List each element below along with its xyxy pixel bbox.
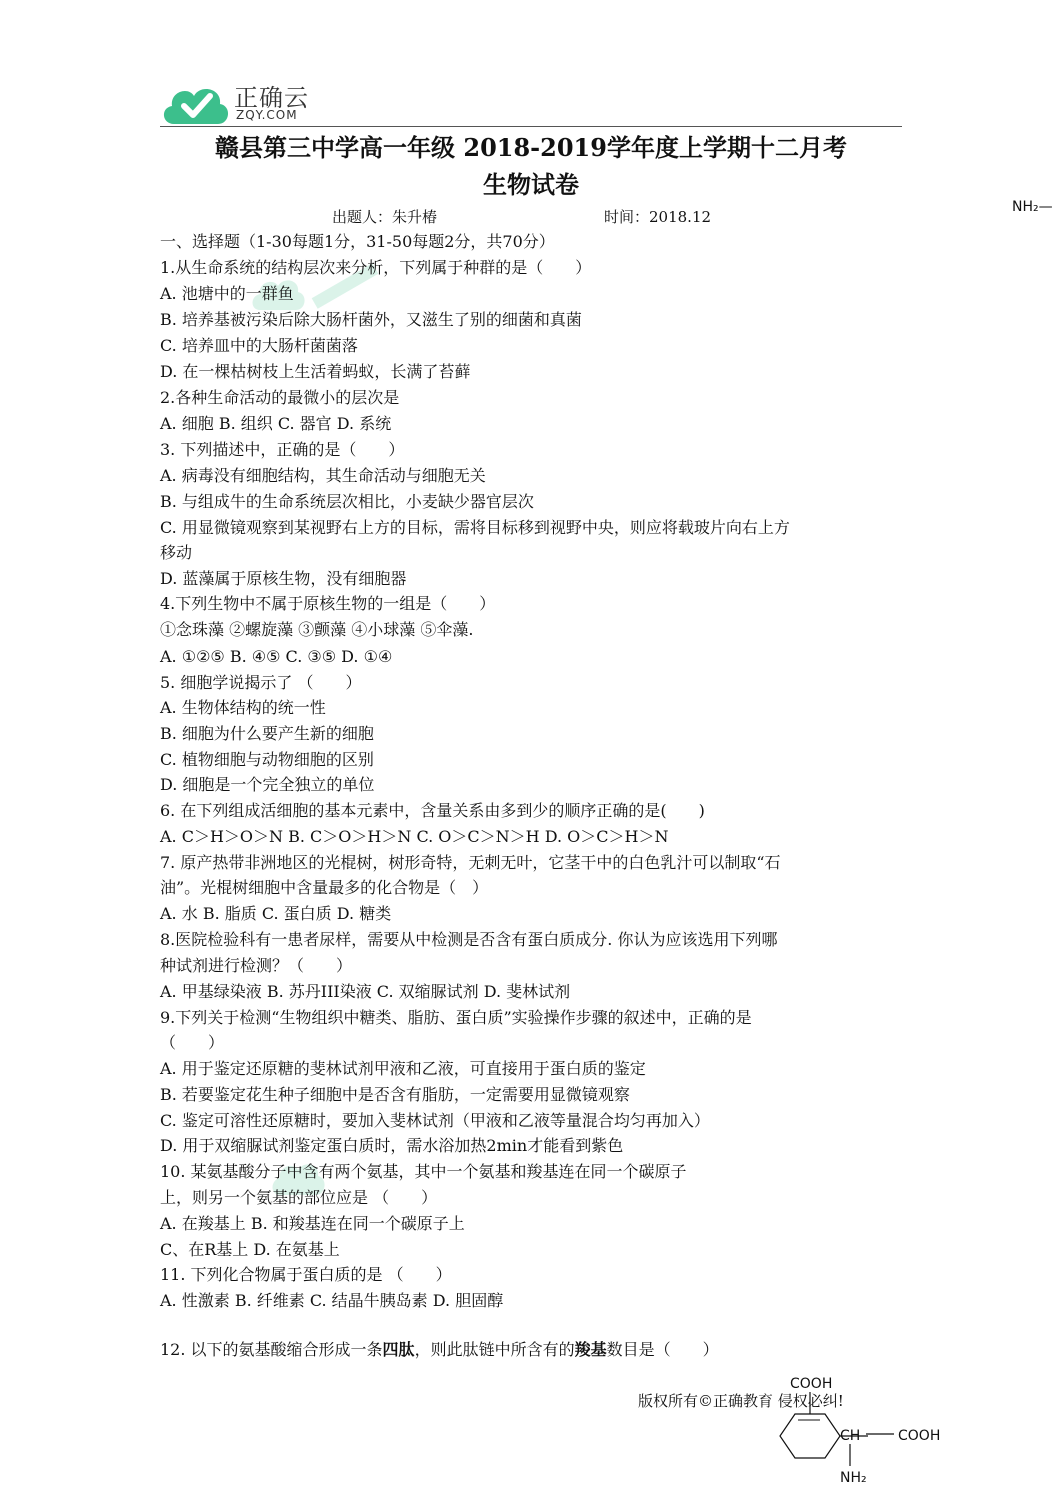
- question-line: A. 在羧基上 B. 和羧基连在同一个碳原子上: [160, 1214, 465, 1233]
- question-line: （ ）: [160, 1033, 225, 1052]
- q12-middle: ，则此肽链中所含有的: [414, 1340, 575, 1359]
- question-line: 8.医院检验科有一患者尿样，需要从中检测是否含有蛋白质成分. 你认为应该选用下列哪: [160, 930, 778, 949]
- question-line: 11. 下列化合物属于蛋白质的是 （ ）: [160, 1265, 452, 1284]
- question-line: A. 甲基绿染液 B. 苏丹III染液 C. 双缩脲试剂 D. 斐林试剂: [160, 982, 571, 1001]
- question-line: D. 细胞是一个完全独立的单位: [160, 775, 375, 794]
- mol-ch: CH: [840, 1428, 861, 1444]
- q12-bold-carboxyl: 羧基: [574, 1340, 607, 1359]
- question-line: C. 培养皿中的大肠杆菌菌落: [160, 336, 358, 355]
- zqy-logo: [160, 78, 320, 126]
- logo-url: ZQY.COM: [236, 108, 298, 122]
- copyright-notice: 版权所有©正确教育 侵权必纠!: [638, 1392, 844, 1410]
- benzene-ring: [780, 1414, 840, 1458]
- question-line: 1.从生命系统的结构层次来分析，下列属于种群的是（ ）: [160, 258, 592, 277]
- question-line: A. C＞H＞O＞N B. C＞O＞H＞N C. O＞C＞N＞H D. O＞C＞H＞N: [160, 827, 669, 846]
- question-line: 10. 某氨基酸分子中含有两个氨基，其中一个氨基和羧基连在同一个碳原子: [160, 1162, 687, 1181]
- logo-name: 正确云: [234, 84, 309, 112]
- q12-suffix: 数目是（ ）: [606, 1340, 719, 1359]
- question-line: A. 病毒没有细胞结构，其生命活动与细胞无关: [160, 466, 486, 485]
- question-line: 5. 细胞学说揭示了 （ ）: [160, 673, 362, 692]
- question-line: 9.下列关于检测“生物组织中糖类、脂肪、蛋白质”实验操作步骤的叙述中，正确的是: [160, 1008, 752, 1027]
- question-line: C. 植物细胞与动物细胞的区别: [160, 750, 374, 769]
- mol-top-cooh: COOH: [790, 1376, 833, 1392]
- cloud-check-icon: [160, 82, 232, 126]
- question-line: 2.各种生命活动的最微小的层次是: [160, 388, 400, 407]
- question-line: 3. 下列描述中，正确的是（ ）: [160, 440, 405, 459]
- question-line: A. 水 B. 脂质 C. 蛋白质 D. 糖类: [160, 904, 392, 923]
- question-line: B. 与组成牛的生命系统层次相比，小麦缺少器官层次: [160, 492, 534, 511]
- question-line: B. 细胞为什么要产生新的细胞: [160, 724, 374, 743]
- question-line: C、在R基上 D. 在氨基上: [160, 1240, 340, 1259]
- question-line: D. 在一棵枯树枝上生活着蚂蚁，长满了苔藓: [160, 362, 471, 381]
- amino-acid-structure: [770, 1370, 960, 1492]
- question-line: A. 用于鉴定还原糖的斐林试剂甲液和乙液，可直接用于蛋白质的鉴定: [160, 1059, 646, 1078]
- exam-title-line1: 赣县第三中学高一年级 2018-2019学年度上学期十二月考: [215, 133, 847, 162]
- exam-author: 出题人：朱升椿: [332, 208, 438, 226]
- question-line: B. 若要鉴定花生种子细胞中是否含有脂肪，一定需要用显微镜观察: [160, 1085, 630, 1104]
- question-line: A. 性激素 B. 纤维素 C. 结晶牛胰岛素 D. 胆固醇: [160, 1291, 504, 1310]
- question-line: A. 生物体结构的统一性: [160, 698, 326, 717]
- header-rule: [160, 126, 902, 127]
- question-line: C. 鉴定可溶性还原糖时，要加入斐林试剂（甲液和乙液等量混合均匀再加入）: [160, 1111, 710, 1130]
- exam-title-line2: 生物试卷: [483, 170, 579, 199]
- question-line: A. 池塘中的一群鱼: [160, 284, 294, 303]
- question-12: [160, 1340, 719, 1360]
- question-line: 4.下列生物中不属于原核生物的一组是（ ）: [160, 594, 496, 613]
- question-line: 种试剂进行检测？（ ）: [160, 956, 353, 975]
- question-line: D. 蓝藻属于原核生物，没有细胞器: [160, 569, 407, 588]
- q12-bold-tetrapeptide: 四肽: [382, 1340, 415, 1359]
- question-line: ①念珠藻 ②螺旋藻 ③颤藻 ④小球藻 ⑤伞藻.: [160, 620, 474, 639]
- question-line: 油”。光棍树细胞中含量最多的化合物是（ ）: [160, 878, 489, 897]
- question-line: 移动: [160, 543, 193, 562]
- question-line: 上，则另一个氨基的部位应是 （ ）: [160, 1188, 438, 1207]
- question-line: 7. 原产热带非洲地区的光棍树，树形奇特，无刺无叶，它茎干中的白色乳汁可以制取“石: [160, 853, 781, 872]
- mol-right-cooh: COOH: [898, 1428, 941, 1444]
- section-heading: 一、选择题（1-30每题1分，31-50每题2分，共70分）: [160, 232, 555, 251]
- question-line: D. 用于双缩脲试剂鉴定蛋白质时，需水浴加热2min才能看到紫色: [160, 1136, 624, 1155]
- question-line: A. ①②⑤ B. ④⑤ C. ③⑤ D. ①④: [160, 647, 393, 666]
- question-line: A. 细胞 B. 组织 C. 器官 D. 系统: [160, 414, 392, 433]
- exam-date: 时间：2018.12: [604, 208, 712, 226]
- q12-prefix: 12. 以下的氨基酸缩合形成一条: [160, 1340, 383, 1359]
- question-line: C. 用显微镜观察到某视野右上方的目标，需将目标移到视野中央，则应将载玻片向右上方: [160, 518, 790, 537]
- question-line: 6. 在下列组成活细胞的基本元素中，含量关系由多到少的顺序正确的是( ): [160, 801, 705, 820]
- cropped-formula-fragment: NH₂—: [1012, 199, 1053, 215]
- question-line: B. 培养基被污染后除大肠杆菌外，又滋生了别的细菌和真菌: [160, 310, 582, 329]
- mol-bottom-nh2: NH₂: [840, 1470, 867, 1486]
